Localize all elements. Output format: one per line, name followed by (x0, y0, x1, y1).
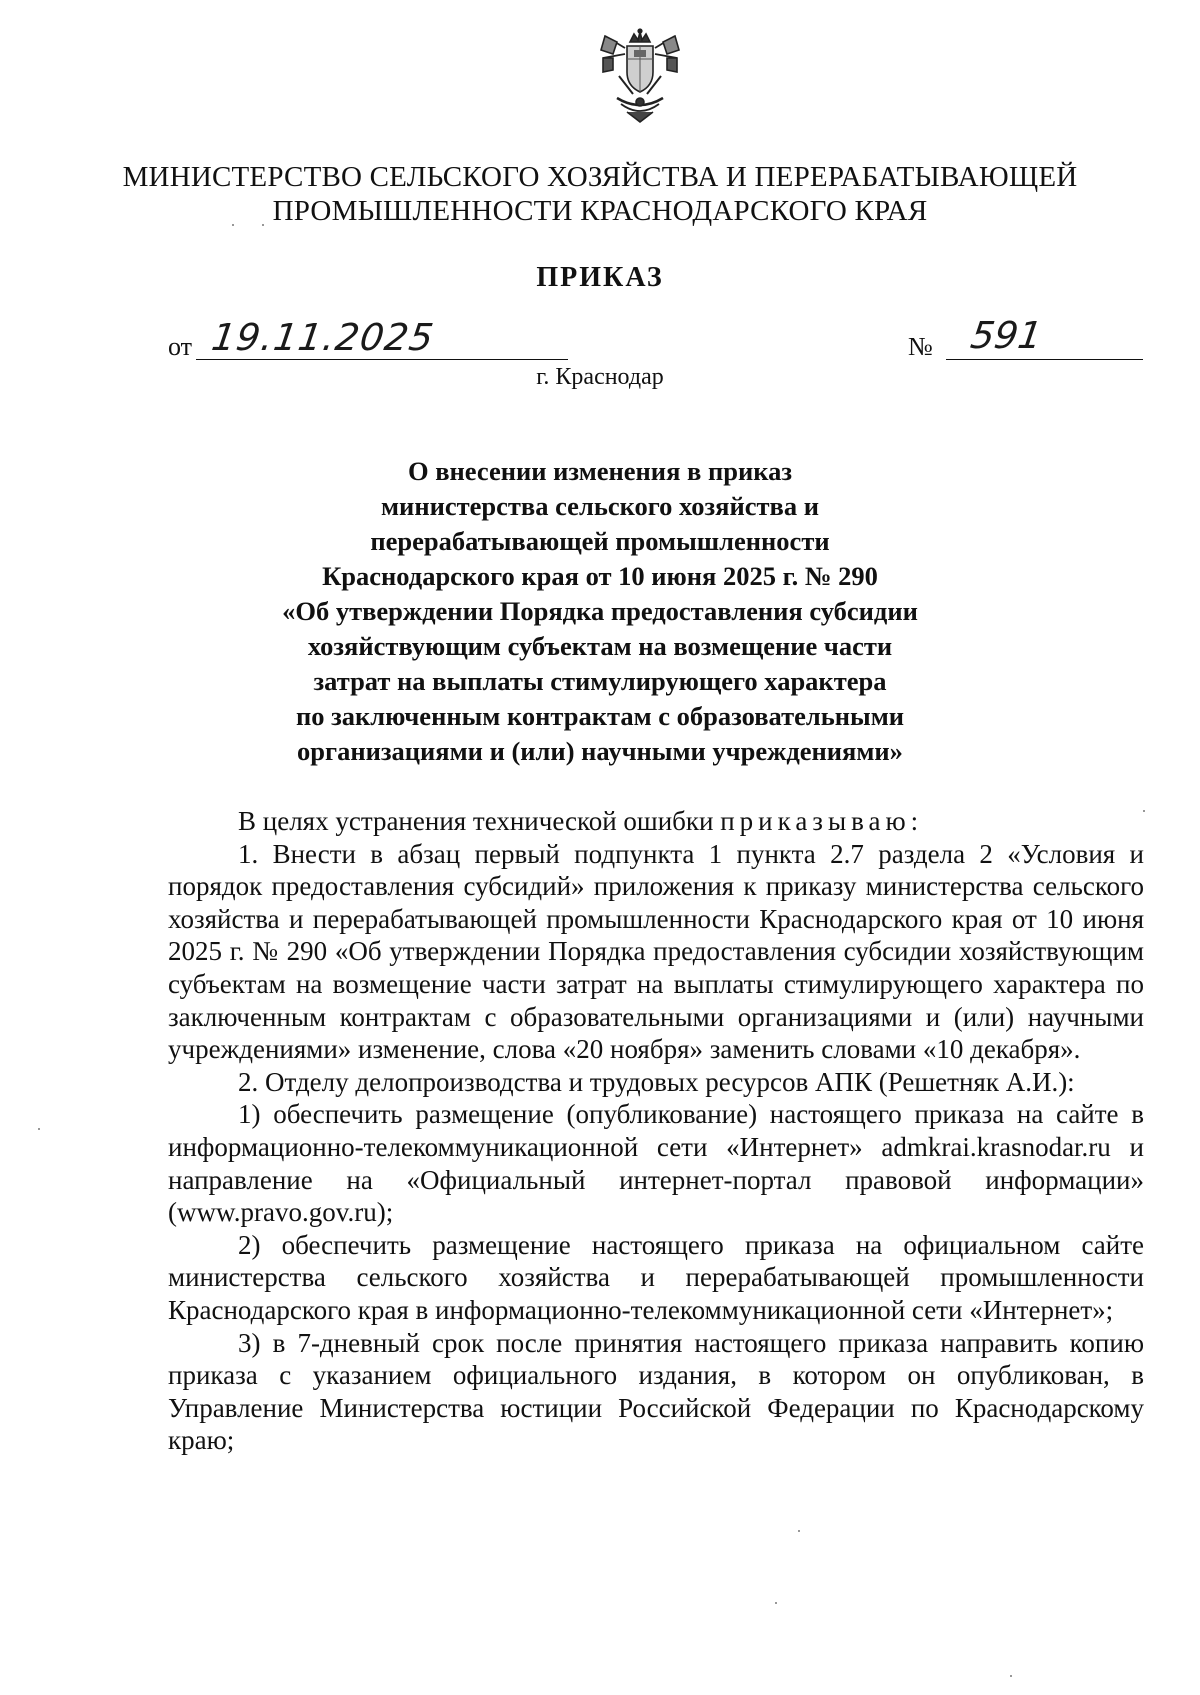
subject-line: организациями и (или) научными учреждениями» (297, 736, 903, 766)
subject-line: перерабатывающей промышленности (370, 526, 830, 556)
paragraph-1: 1. Внести в абзац первый подпункта 1 пункта 2.7 раздела 2 «Условия и порядок предоставления субсидий» приложения к приказу министерства сельского хозяйства и перерабатывающей промышленности Краснодарского края от 10 июня 2025 г. № 290 «Об утверждении Порядка предоставления субсидии хозяйствующим субъектам на возмещение части затрат на выплаты стимулирующего характера по заключенным контрактам с образовательными организациями и (или) научными учреждениями» изменение, слова «20 ноября» заменить словами «10 декабря». (168, 838, 1144, 1065)
subject-line: по заключенным контрактам с образовательными (295, 701, 905, 731)
coat-of-arms-icon (597, 28, 683, 124)
date-number-row (168, 314, 1143, 368)
document-type-title: ПРИКАЗ (536, 262, 664, 293)
intro-colon: : (910, 806, 919, 836)
subject-line: министерства сельского хозяйства и (381, 491, 819, 521)
order-keyword: приказываю (720, 806, 911, 836)
handwritten-date: 19.11.2025 (208, 316, 437, 359)
intro-paragraph (168, 805, 1144, 838)
paragraph-2-2: 2) обеспечить размещение настоящего приказа на официальном сайте министерства сельского хозяйства и перерабатывающей промышленности Краснодарского края в информационно-телекоммуникационной сети «Интернет»; (168, 1229, 1144, 1325)
intro-text: В целях устранения технической ошибки (238, 806, 714, 836)
subject-line: «Об утверждении Порядка предоставления субсидии (282, 596, 918, 626)
ministry-line-2: ПРОМЫШЛЕННОСТИ КРАСНОДАРСКОГО КРАЯ (272, 195, 928, 227)
city-line: г. Краснодар (536, 364, 664, 390)
ministry-line-1: МИНИСТЕРСТВО СЕЛЬСКОГО ХОЗЯЙСТВА И ПЕРЕРАБАТЫВАЮЩЕЙ (122, 161, 1078, 193)
paragraph-2: 2. Отделу делопроизводства и трудовых ресурсов АПК (Решетняк А.И.): (238, 1066, 1075, 1097)
paragraph-2-3: 3) в 7-дневный срок после принятия настоящего приказа направить копию приказа с указанием официального издания, в котором он опубликован, в Управление Министерства юстиции Российской Федерации по Краснодарскому краю; (168, 1327, 1144, 1456)
date-underline (196, 359, 568, 360)
subject-line: О внесении изменения в приказ (407, 456, 793, 486)
number-prefix: № (908, 332, 933, 361)
ministry-name (80, 160, 1120, 228)
handwritten-number: 591 (967, 314, 1045, 357)
paragraph-2-1: 1) обеспечить размещение (опубликование) настоящего приказа на сайте в информационно-телекоммуникационной сети «Интернет» admkrai.krasnodar.ru и направление на «Официальный интернет-портал правовой информации» (www.pravo.gov.ru); (168, 1099, 1144, 1228)
subject-line: Краснодарского края от 10 июня 2025 г. № 290 (322, 561, 878, 591)
order-subject (260, 454, 940, 769)
number-underline (946, 359, 1143, 360)
date-prefix: от (168, 332, 193, 361)
order-body (168, 805, 1144, 1457)
subject-line: хозяйствующим субъектам на возмещение части (307, 631, 893, 661)
subject-line: затрат на выплаты стимулирующего характера (313, 666, 887, 696)
